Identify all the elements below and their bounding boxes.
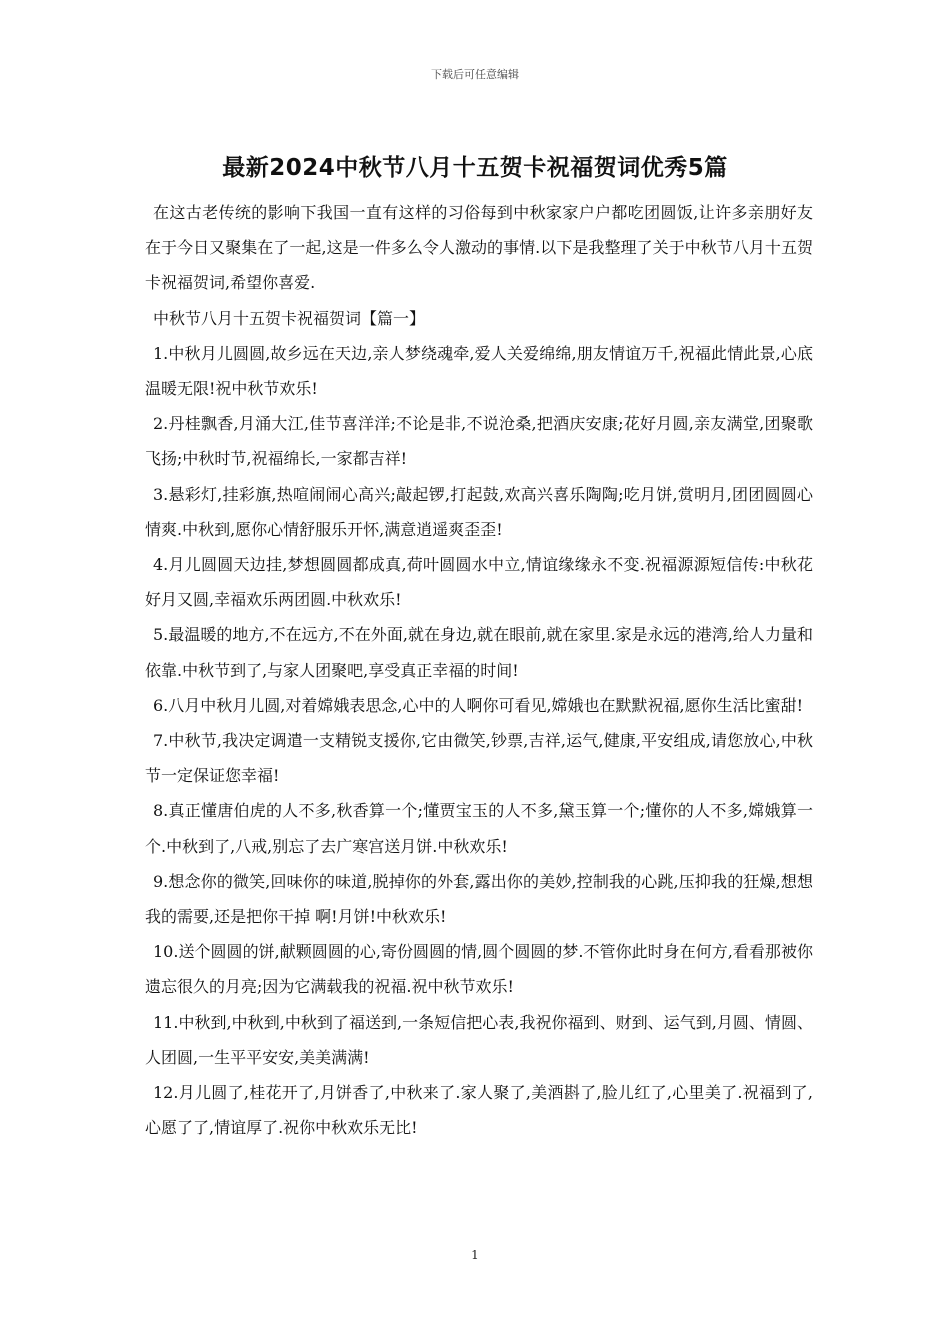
page-number: 1 <box>471 1248 479 1262</box>
blessing-item-7: 7.中秋节,我决定调遣一支精锐支援你,它由微笑,钞票,吉祥,运气,健康,平安组成,请您放心,中秋节一定保证您幸福! <box>145 731 813 786</box>
blessing-item-1: 1.中秋月儿圆圆,故乡远在天边,亲人梦绕魂牵,爱人关爱绵绵,朋友情谊万千,祝福此情此景,心底温暖无限!祝中秋节欢乐! <box>145 343 813 399</box>
blessing-item-9: 9.想念你的微笑,回味你的味道,脱掉你的外套,露出你的美妙,控制我的心跳,压抑我的狂燥,想想我的需要,还是把你干掉 啊!月饼!中秋欢乐! <box>145 871 813 927</box>
section-heading: 中秋节八月十五贺卡祝福贺词【篇一】 <box>153 308 426 328</box>
document-body <box>145 195 813 1145</box>
intro-paragraph: 在这古老传统的影响下我国一直有这样的习俗每到中秋家家户户都吃团圆饭,让许多亲朋好友在于今日又聚集在了一起,这是一件多么令人激动的事情.以下是我整理了关于中秋节八月十五贺卡祝福贺词,希望你喜爱. <box>145 203 813 293</box>
header-note: 下载后可任意编辑 <box>431 68 519 81</box>
document-title: 最新2024中秋节八月十五贺卡祝福贺词优秀5篇 <box>222 155 728 181</box>
blessing-item-6: 6.八月中秋月儿圆,对着嫦娥表思念,心中的人啊你可看见,嫦娥也在默默祝福,愿你生活比蜜甜! <box>153 695 804 715</box>
blessing-item-11: 11.中秋到,中秋到,中秋到了福送到,一条短信把心表,我祝你福到、财到、运气到,月圆、情圆、人团圆,一生平平安安,美美满满! <box>145 1012 813 1067</box>
blessing-item-8: 8.真正懂唐伯虎的人不多,秋香算一个;懂贾宝玉的人不多,黛玉算一个;懂你的人不多,嫦娥算一个.中秋到了,八戒,别忘了去广寒宫送月饼.中秋欢乐! <box>145 801 813 856</box>
blessing-item-10: 10.送个圆圆的饼,献颗圆圆的心,寄份圆圆的情,圆个圆圆的梦.不管你此时身在何方,看看那被你遗忘很久的月亮;因为它满载我的祝福.祝中秋节欢乐! <box>145 942 813 997</box>
blessing-item-3: 3.悬彩灯,挂彩旗,热喧闹闹心高兴;敲起锣,打起鼓,欢高兴喜乐陶陶;吃月饼,赏明月,团团圆圆心情爽.中秋到,愿你心情舒服乐开怀,满意逍遥爽歪歪! <box>145 484 813 539</box>
blessing-item-4: 4.月儿圆圆天边挂,梦想圆圆都成真,荷叶圆圆水中立,情谊缘缘永不变.祝福源源短信传:中秋花好月又圆,幸福欢乐两团圆.中秋欢乐! <box>145 555 813 610</box>
blessing-item-2: 2.丹桂飘香,月涌大江,佳节喜洋洋;不论是非,不说沧桑,把酒庆安康;花好月圆,亲友满堂,团聚歌飞扬;中秋时节,祝福绵长,一家都吉祥! <box>145 414 813 469</box>
blessing-item-5: 5.最温暖的地方,不在远方,不在外面,就在身边,就在眼前,就在家里.家是永远的港湾,给人力量和依靠.中秋节到了,与家人团聚吧,享受真正幸福的时间! <box>145 625 813 680</box>
blessing-item-12: 12.月儿圆了,桂花开了,月饼香了,中秋来了.家人聚了,美酒斟了,脸儿红了,心里美了.祝福到了,心愿了了,情谊厚了.祝你中秋欢乐无比! <box>145 1083 813 1138</box>
